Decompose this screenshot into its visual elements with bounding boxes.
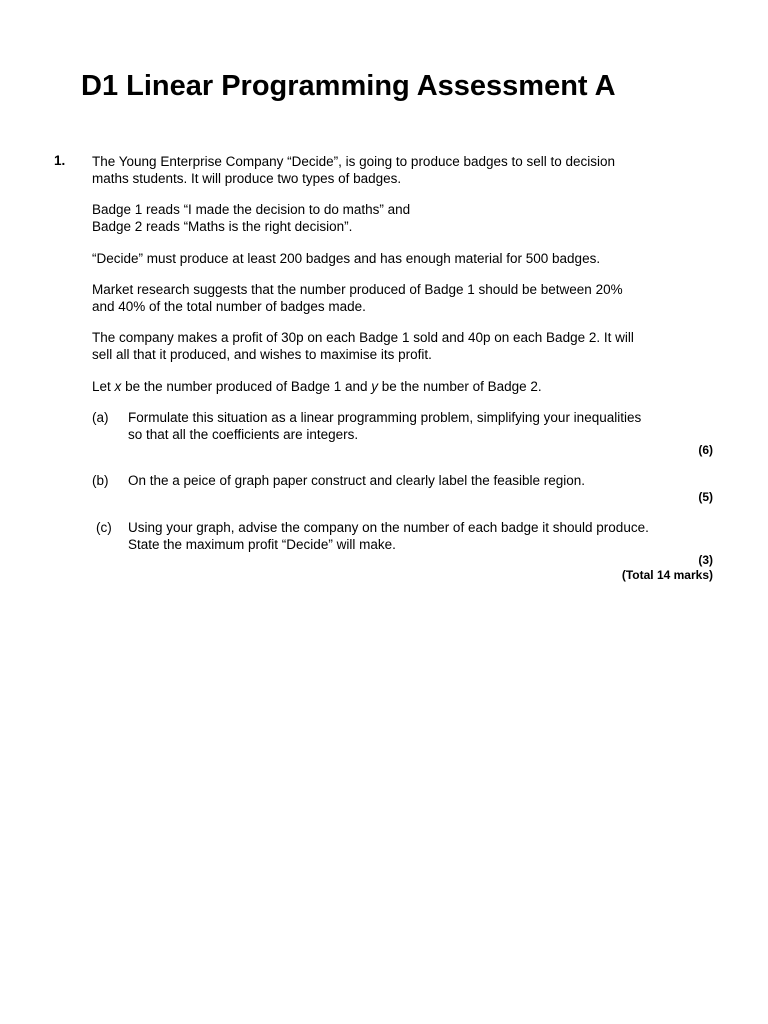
profit-line-1: The company makes a profit of 30p on each Badge 1 sold and 40p on each Badge 2. It will [92, 330, 634, 345]
part-a-line-1: Formulate this situation as a linear programming problem, simplifying your inequalities [128, 410, 642, 425]
production-line: “Decide” must produce at least 200 badges and has enough material for 500 badges. [92, 251, 601, 266]
market-line-2: and 40% of the total number of badges made. [92, 299, 366, 314]
part-a-line-2: so that all the coefficients are integers. [128, 427, 359, 442]
part-b-text [128, 472, 585, 489]
part-b-marks: (5) [698, 490, 713, 504]
page-title: D1 Linear Programming Assessment A [81, 70, 616, 102]
badge-1-line: Badge 1 reads “I made the decision to do maths” and [92, 202, 411, 217]
part-b-line-1: On the a peice of graph paper construct and clearly label the feasible region. [128, 473, 586, 488]
question-number: 1. [54, 153, 66, 168]
variable-x: x [114, 379, 122, 394]
part-c-text [128, 519, 649, 553]
production-paragraph [92, 250, 600, 267]
intro-line-1: The Young Enterprise Company “Decide”, is going to produce badges to sell to decision [92, 154, 616, 169]
badge-2-line: Badge 2 reads “Maths is the right decision”. [92, 219, 353, 234]
variables-paragraph [92, 378, 542, 395]
profit-line-2: sell all that it produced, and wishes to maximise its profit. [92, 347, 432, 362]
part-b-label: (b) [92, 473, 109, 488]
badges-paragraph [92, 201, 410, 235]
part-a-label: (a) [92, 410, 109, 425]
part-c-line-1: Using your graph, advise the company on the number of each badge it should produce. [128, 520, 649, 535]
intro-line-2: maths students. It will produce two types of badges. [92, 171, 402, 186]
profit-paragraph [92, 329, 634, 363]
part-a-text [128, 409, 641, 443]
variables-line: Let x be the number produced of Badge 1 and y be the number of Badge 2. [92, 379, 542, 394]
part-c-line-2: State the maximum profit “Decide” will make. [128, 537, 396, 552]
market-line-1: Market research suggests that the number produced of Badge 1 should be between 20% [92, 282, 623, 297]
intro-paragraph [92, 153, 615, 187]
variable-y: y [371, 379, 379, 394]
total-marks: (Total 14 marks) [621, 568, 713, 582]
part-c-marks: (3) [698, 553, 713, 567]
market-paragraph [92, 281, 623, 315]
part-a-marks: (6) [698, 443, 713, 457]
part-c-label: (c) [96, 520, 112, 535]
